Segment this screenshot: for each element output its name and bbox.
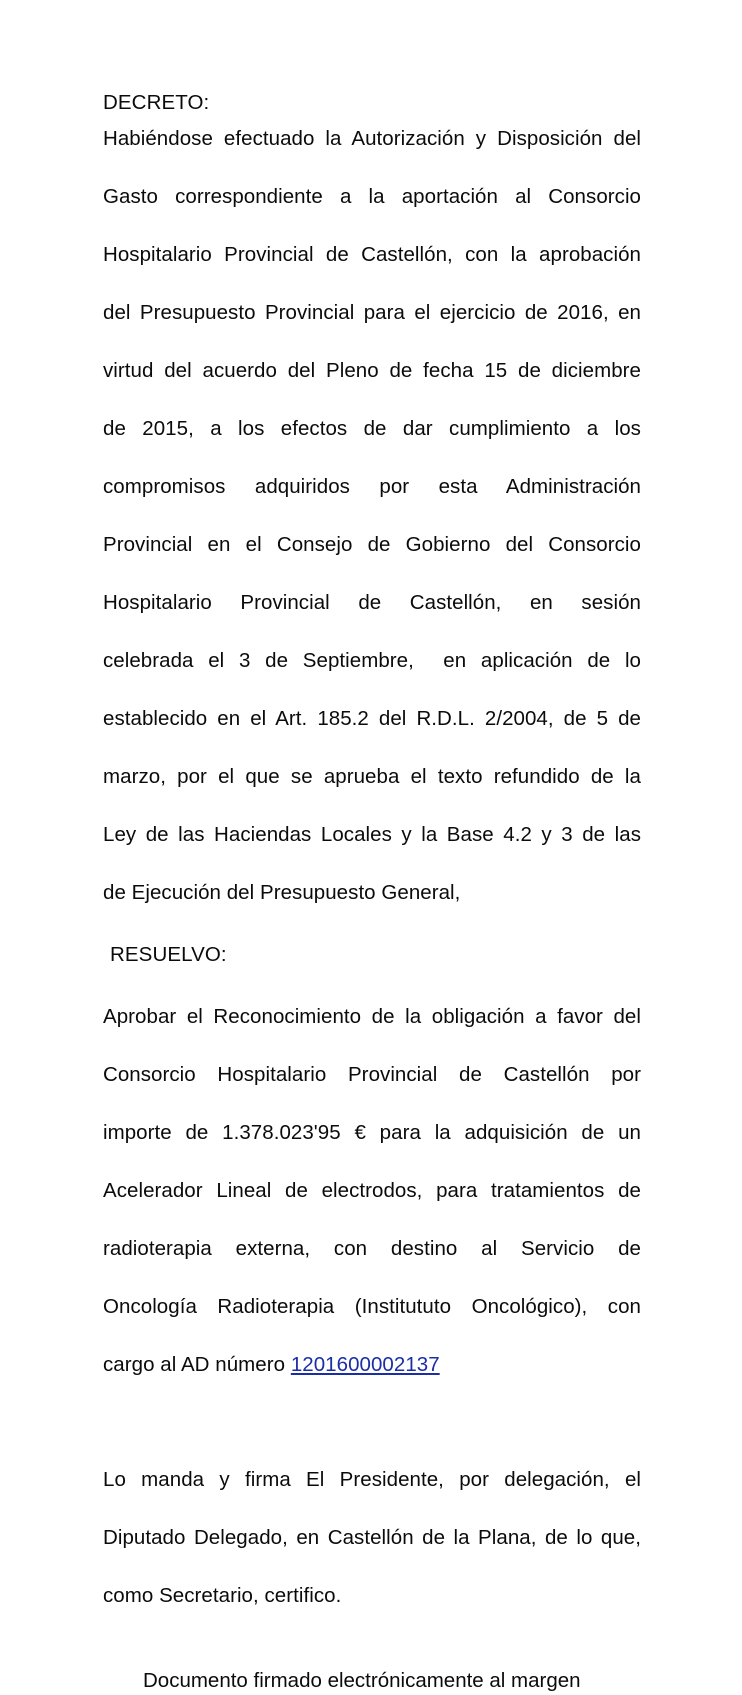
electronic-signature-note: Documento firmado electrónicamente al margen bbox=[143, 1669, 581, 1692]
paragraph-line: marzo, por el que se aprueba el texto refundido de la bbox=[103, 765, 641, 788]
paragraph-line: Lo manda y firma El Presidente, por delegación, el bbox=[103, 1468, 641, 1491]
firma-paragraph bbox=[103, 1465, 641, 1610]
resuelvo-paragraph bbox=[103, 1002, 641, 1379]
paragraph-line: virtud del acuerdo del Pleno de fecha 15 de diciembre bbox=[103, 359, 641, 382]
paragraph-line: Provincial en el Consejo de Gobierno del Consorcio bbox=[103, 533, 641, 556]
paragraph-line: importe de 1.378.023'95 € para la adquisición de un bbox=[103, 1121, 641, 1144]
paragraph-line: Aprobar el Reconocimiento de la obligación a favor del bbox=[103, 1005, 641, 1028]
paragraph-line: Gasto correspondiente a la aportación al Consorcio bbox=[103, 185, 641, 208]
paragraph-line: de Ejecución del Presupuesto General, bbox=[103, 881, 461, 904]
paragraph-line: del Presupuesto Provincial para el ejercicio de 2016, en bbox=[103, 301, 641, 324]
paragraph-line: Consorcio Hospitalario Provincial de Castellón por bbox=[103, 1063, 641, 1086]
resuelvo-heading: RESUELVO: bbox=[110, 943, 227, 966]
paragraph-line: Ley de las Haciendas Locales y la Base 4.2 y 3 de las bbox=[103, 823, 641, 846]
paragraph-line: Diputado Delegado, en Castellón de la Plana, de lo que, bbox=[103, 1526, 641, 1549]
paragraph-line: Oncología Radioterapia (Institututo Oncológico), con bbox=[103, 1295, 641, 1318]
paragraph-line: radioterapia externa, con destino al Servicio de bbox=[103, 1237, 641, 1260]
paragraph-line: establecido en el Art. 185.2 del R.D.L. 2/2004, de 5 de bbox=[103, 707, 641, 730]
paragraph-line: de 2015, a los efectos de dar cumplimiento a los bbox=[103, 417, 641, 440]
paragraph-line: Hospitalario Provincial de Castellón, con la aprobación bbox=[103, 243, 641, 266]
paragraph-line-ad bbox=[103, 1350, 641, 1379]
document-content bbox=[103, 88, 641, 1695]
decreto-heading: DECRETO: bbox=[103, 91, 210, 114]
paragraph-line: Hospitalario Provincial de Castellón, en sesión bbox=[103, 591, 641, 614]
paragraph-line: compromisos adquiridos por esta Administración bbox=[103, 475, 641, 498]
paragraph-line: Acelerador Lineal de electrodos, para tratamientos de bbox=[103, 1179, 641, 1202]
ad-label: cargo al AD número bbox=[103, 1353, 291, 1376]
paragraph-line: como Secretario, certifico. bbox=[103, 1584, 342, 1607]
considerando-paragraph bbox=[103, 124, 641, 907]
paragraph-line: Habiéndose efectuado la Autorización y Disposición del bbox=[103, 127, 641, 150]
ad-number-link[interactable]: 1201600002137 bbox=[290, 1353, 440, 1376]
paragraph-line: celebrada el 3 de Septiembre, en aplicación de lo bbox=[103, 649, 641, 672]
